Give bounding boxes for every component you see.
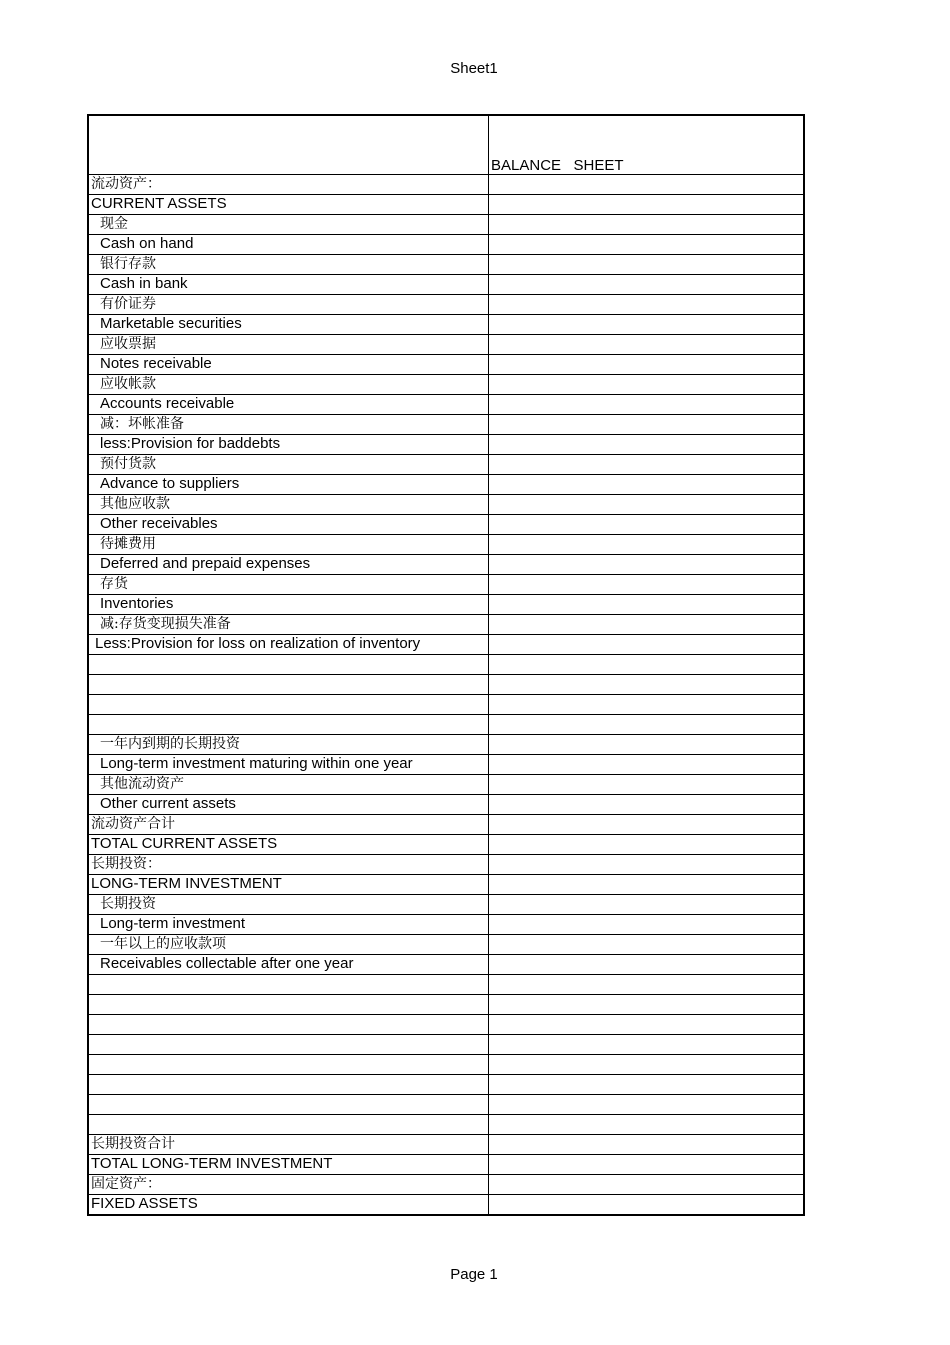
table-row — [89, 175, 803, 195]
row-label-cell[interactable]: Receivables collectable after one year — [89, 955, 489, 974]
row-label-cell[interactable]: 应收帐款 — [89, 375, 489, 394]
row-value-cell[interactable] — [489, 655, 803, 674]
table-row — [89, 875, 803, 895]
row-label-cell[interactable] — [89, 1075, 489, 1094]
row-label-cell[interactable] — [89, 1015, 489, 1034]
row-value-cell[interactable] — [489, 235, 803, 254]
row-label-cell[interactable]: 长期投资： — [89, 855, 489, 874]
row-value-cell[interactable] — [489, 595, 803, 614]
row-value-cell[interactable] — [489, 1135, 803, 1154]
row-value-cell[interactable] — [489, 375, 803, 394]
row-label-cell[interactable]: LONG-TERM INVESTMENT — [89, 875, 489, 894]
row-value-cell[interactable] — [489, 515, 803, 534]
table-row — [89, 535, 803, 555]
row-label-cell[interactable]: 一年内到期的长期投资 — [89, 735, 489, 754]
table-row — [89, 1115, 803, 1135]
row-value-cell[interactable] — [489, 1115, 803, 1134]
row-value-cell[interactable] — [489, 1175, 803, 1194]
balance-sheet-table — [87, 114, 805, 1216]
table-row — [89, 935, 803, 955]
table-body — [89, 175, 803, 1214]
row-label-cell[interactable]: 长期投资合计 — [89, 1135, 489, 1154]
row-label-cell[interactable]: Long-term investment maturing within one year — [89, 755, 489, 774]
row-value-cell[interactable] — [489, 955, 803, 974]
row-label-cell[interactable]: Advance to suppliers — [89, 475, 489, 494]
row-value-cell[interactable] — [489, 215, 803, 234]
row-label-cell[interactable] — [89, 1055, 489, 1074]
row-label-cell[interactable]: 应收票据 — [89, 335, 489, 354]
row-value-cell[interactable] — [489, 1015, 803, 1034]
row-value-cell[interactable] — [489, 795, 803, 814]
table-row — [89, 235, 803, 255]
table-row — [89, 515, 803, 535]
table-row — [89, 835, 803, 855]
row-value-cell[interactable] — [489, 895, 803, 914]
table-row — [89, 375, 803, 395]
row-value-cell[interactable] — [489, 175, 803, 194]
table-row — [89, 595, 803, 615]
table-row — [89, 895, 803, 915]
row-value-cell[interactable] — [489, 575, 803, 594]
table-row — [89, 455, 803, 475]
row-value-cell[interactable] — [489, 915, 803, 934]
table-row — [89, 1195, 803, 1214]
row-value-cell[interactable] — [489, 495, 803, 514]
row-label-cell[interactable]: 流动资产： — [89, 175, 489, 194]
row-label-cell[interactable] — [89, 715, 489, 734]
table-row — [89, 695, 803, 715]
table-row — [89, 1155, 803, 1175]
row-label-cell[interactable]: Marketable securities — [89, 315, 489, 334]
row-value-cell[interactable] — [489, 275, 803, 294]
row-label-cell[interactable]: 减：坏帐准备 — [89, 415, 489, 434]
table-header-row — [89, 116, 803, 175]
row-value-cell[interactable] — [489, 775, 803, 794]
row-value-cell[interactable] — [489, 635, 803, 654]
table-row — [89, 275, 803, 295]
row-label-cell[interactable]: TOTAL CURRENT ASSETS — [89, 835, 489, 854]
table-row — [89, 735, 803, 755]
row-label-cell[interactable] — [89, 1115, 489, 1134]
table-row — [89, 975, 803, 995]
table-row — [89, 915, 803, 935]
table-row — [89, 315, 803, 335]
table-row — [89, 575, 803, 595]
row-label-cell[interactable]: Other current assets — [89, 795, 489, 814]
row-value-cell[interactable] — [489, 435, 803, 454]
row-value-cell[interactable] — [489, 695, 803, 714]
row-label-cell[interactable]: Accounts receivable — [89, 395, 489, 414]
row-label-cell[interactable]: less:Provision for baddebts — [89, 435, 489, 454]
page-header: Sheet1 — [450, 60, 498, 77]
row-label-cell[interactable]: 存货 — [89, 575, 489, 594]
row-value-cell[interactable] — [489, 1035, 803, 1054]
table-row — [89, 815, 803, 835]
row-label-cell[interactable]: 减:存货变现损失准备 — [89, 615, 489, 634]
row-value-cell[interactable] — [489, 195, 803, 214]
row-label-cell[interactable]: 固定资产： — [89, 1175, 489, 1194]
table-row — [89, 1055, 803, 1075]
row-value-cell[interactable] — [489, 535, 803, 554]
table-row — [89, 295, 803, 315]
row-label-cell[interactable] — [89, 655, 489, 674]
header-cell-a[interactable] — [89, 116, 489, 174]
row-value-cell[interactable] — [489, 1095, 803, 1114]
table-row — [89, 795, 803, 815]
row-value-cell[interactable] — [489, 855, 803, 874]
row-label-cell[interactable]: 银行存款 — [89, 255, 489, 274]
row-label-cell[interactable]: TOTAL LONG-TERM INVESTMENT — [89, 1155, 489, 1174]
table-row — [89, 1015, 803, 1035]
row-label-cell[interactable]: Inventories — [89, 595, 489, 614]
row-label-cell[interactable]: Notes receivable — [89, 355, 489, 374]
header-cell-b[interactable] — [489, 116, 803, 174]
row-label-cell[interactable] — [89, 695, 489, 714]
row-label-cell[interactable] — [89, 675, 489, 694]
row-label-cell[interactable]: 流动资产合计 — [89, 815, 489, 834]
row-value-cell[interactable] — [489, 555, 803, 574]
page-footer: Page 1 — [450, 1266, 498, 1283]
table-row — [89, 715, 803, 735]
row-label-cell[interactable] — [89, 995, 489, 1014]
row-label-cell[interactable]: FIXED ASSETS — [89, 1195, 489, 1214]
table-row — [89, 1095, 803, 1115]
row-value-cell[interactable] — [489, 935, 803, 954]
row-label-cell[interactable]: Long-term investment — [89, 915, 489, 934]
table-row — [89, 1075, 803, 1095]
table-row — [89, 995, 803, 1015]
row-value-cell[interactable] — [489, 455, 803, 474]
row-value-cell[interactable] — [489, 1195, 803, 1214]
table-row — [89, 495, 803, 515]
row-value-cell[interactable] — [489, 715, 803, 734]
row-label-cell[interactable]: 其他应收款 — [89, 495, 489, 514]
table-row — [89, 1135, 803, 1155]
row-value-cell[interactable] — [489, 335, 803, 354]
table-row — [89, 415, 803, 435]
row-value-cell[interactable] — [489, 995, 803, 1014]
row-value-cell[interactable] — [489, 675, 803, 694]
row-label-cell[interactable]: 一年以上的应收款项 — [89, 935, 489, 954]
row-value-cell[interactable] — [489, 415, 803, 434]
table-row — [89, 255, 803, 275]
row-value-cell[interactable] — [489, 475, 803, 494]
row-label-cell[interactable] — [89, 975, 489, 994]
table-row — [89, 855, 803, 875]
row-value-cell[interactable] — [489, 315, 803, 334]
row-value-cell[interactable] — [489, 975, 803, 994]
row-value-cell[interactable] — [489, 835, 803, 854]
row-label-cell[interactable] — [89, 1095, 489, 1114]
row-value-cell[interactable] — [489, 1155, 803, 1174]
row-value-cell[interactable] — [489, 755, 803, 774]
table-row — [89, 1175, 803, 1195]
table-row — [89, 435, 803, 455]
table-row — [89, 775, 803, 795]
table-row — [89, 755, 803, 775]
row-value-cell[interactable] — [489, 1075, 803, 1094]
row-value-cell[interactable] — [489, 355, 803, 374]
table-row — [89, 395, 803, 415]
table-row — [89, 1035, 803, 1055]
row-label-cell[interactable]: 其他流动资产 — [89, 775, 489, 794]
row-label-cell[interactable]: 有价证券 — [89, 295, 489, 314]
table-row — [89, 355, 803, 375]
row-value-cell[interactable] — [489, 1055, 803, 1074]
table-row — [89, 215, 803, 235]
row-value-cell[interactable] — [489, 395, 803, 414]
row-label-cell[interactable]: Cash on hand — [89, 235, 489, 254]
table-row — [89, 335, 803, 355]
row-label-cell[interactable]: 长期投资 — [89, 895, 489, 914]
table-row — [89, 615, 803, 635]
row-label-cell[interactable]: 预付货款 — [89, 455, 489, 474]
table-row — [89, 655, 803, 675]
row-label-cell[interactable]: CURRENT ASSETS — [89, 195, 489, 214]
sheet-title: BALANCE SHEET — [491, 157, 624, 174]
row-label-cell[interactable]: 待摊费用 — [89, 535, 489, 554]
row-label-cell[interactable]: 现金 — [89, 215, 489, 234]
row-label-cell[interactable] — [89, 1035, 489, 1054]
table-row — [89, 675, 803, 695]
row-label-cell[interactable]: Less:Provision for loss on realization of inventory — [89, 635, 489, 654]
table-row — [89, 195, 803, 215]
row-value-cell[interactable] — [489, 735, 803, 754]
row-value-cell[interactable] — [489, 615, 803, 634]
table-row — [89, 635, 803, 655]
row-label-cell[interactable]: Deferred and prepaid expenses — [89, 555, 489, 574]
row-value-cell[interactable] — [489, 875, 803, 894]
table-row — [89, 955, 803, 975]
row-label-cell[interactable]: Cash in bank — [89, 275, 489, 294]
row-value-cell[interactable] — [489, 255, 803, 274]
table-row — [89, 475, 803, 495]
row-value-cell[interactable] — [489, 815, 803, 834]
row-value-cell[interactable] — [489, 295, 803, 314]
row-label-cell[interactable]: Other receivables — [89, 515, 489, 534]
table-row — [89, 555, 803, 575]
